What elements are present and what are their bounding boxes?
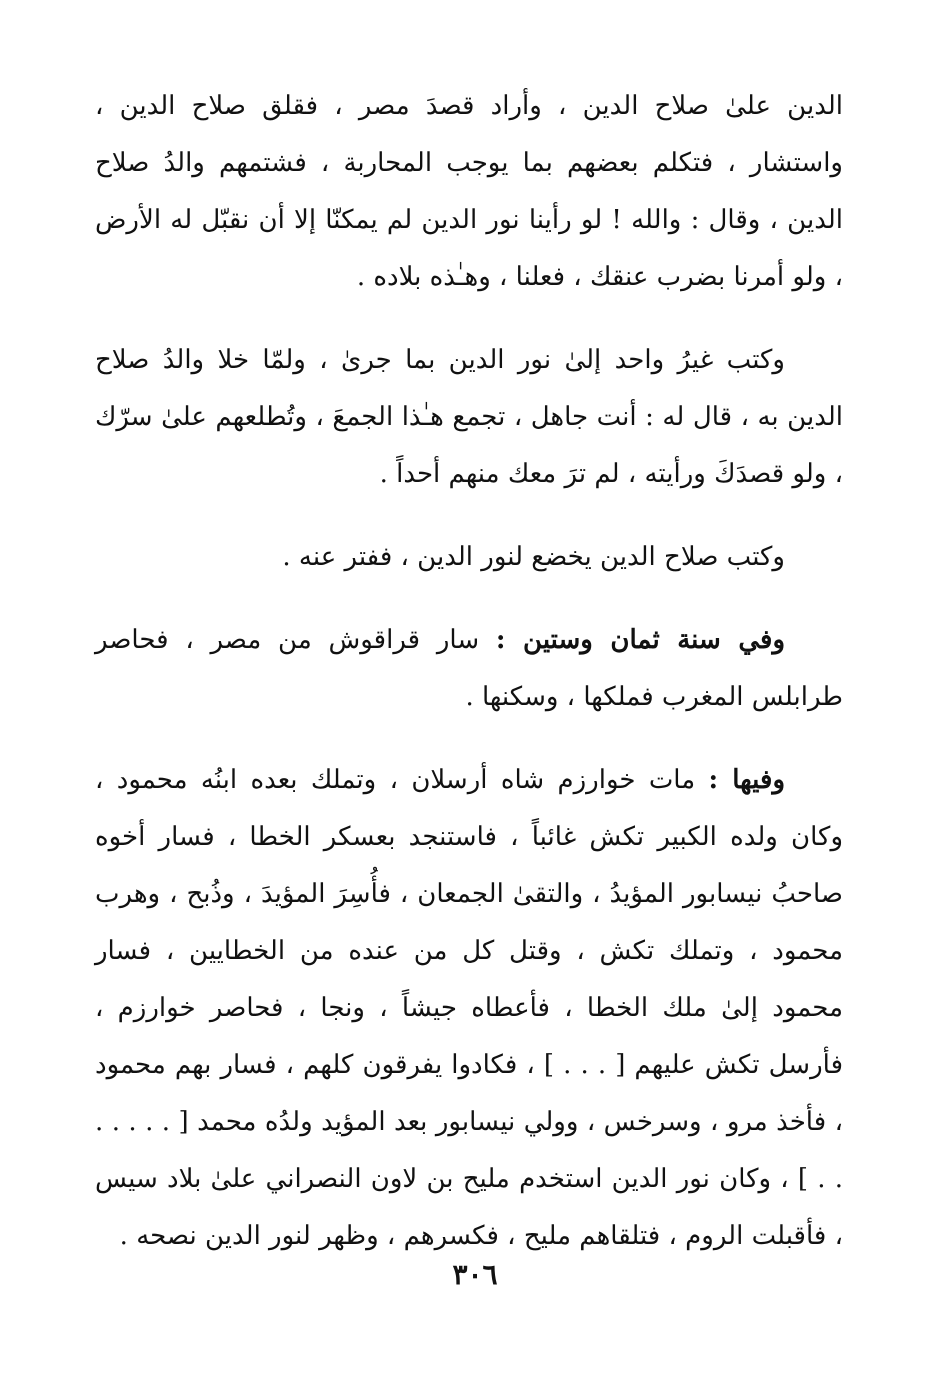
body-text: [95, 78, 843, 1265]
paragraph-gap: [95, 586, 843, 612]
paragraph-3: [95, 529, 843, 586]
paragraph-2: [95, 332, 843, 503]
paragraph-5-lead: وفيها :: [708, 765, 785, 795]
paragraph-1: [95, 78, 843, 306]
paragraph-gap: [95, 726, 843, 752]
paragraph-4-text: سار قراقوش من مصر ، فحاصر طرابلس المغرب فملكها ، وسكنها .: [95, 625, 843, 712]
paragraph-gap: [95, 503, 843, 529]
paragraph-gap: [95, 306, 843, 332]
paragraph-1-text: الدين علىٰ صلاح الدين ، وأراد قصدَ مصر ، فقلق صلاح الدين ، واستشار ، فتكلم بعضهم بما يوجب المحاربة ، فشتمهم والدُ صلاح الدين ، وقال : والله ! لو رأينا نور الدين لم يمكنّا إلا أن نقبّل له الأرض ، ولو أمرنا بضرب عنقك ، فعلنا ، وهـٰذه بلاده .: [95, 91, 843, 292]
paragraph-3-text: وكتب صلاح الدين يخضع لنور الدين ، ففتر عنه .: [282, 542, 785, 572]
paragraph-2-text: وكتب غيرُ واحد إلىٰ نور الدين بما جرىٰ ، ولمّا خلا والدُ صلاح الدين به ، قال له : أنت جاهل ، تجمع هـٰذا الجمعَ ، وتُطلعهم علىٰ سرّك ، ولو قصدَكَ ورأيته ، لم ترَ معك منهم أحداً .: [95, 345, 843, 489]
paragraph-5: [95, 752, 843, 1265]
paragraph-4: [95, 612, 843, 726]
paragraph-4-lead: وفي سنة ثمان وستين :: [495, 625, 785, 655]
paragraph-5-text: مات خوارزم شاه أرسلان ، وتملك بعده ابنُه محمود ، وكان ولده الكبير تكش غائباً ، فاستنجد بعسكر الخطا ، فسار أخوه صاحبُ نيسابور المؤيدُ ، والتقىٰ الجمعان ، فأُسِرَ المؤيدَ ، وذُبح ، وهرب محمود ، وتملك تكش ، وقتل كل من عنده من الخطايين ، فسار محمود إلىٰ ملك الخطا ، فأعطاه جيشاً ، ونجا ، فحاصر خوارزم ، فأرسل تكش عليهم [ . . . ] ، فكادوا يفرقون كلهم ، فسار بهم محمود ، فأخذ مرو ، وسرخس ، وولي نيسابور بعد المؤيد ولدُه محمد [ . . . . . . . ] ، وكان نور الدين استخدم مليح بن لاون النصراني علىٰ بلاد سيس ، فأقبلت الروم ، فتلقاهم مليح ، فكسرهم ، وظهر لنور الدين نصحه .: [95, 765, 843, 1251]
page-number: ٣٠٦: [452, 1258, 498, 1291]
